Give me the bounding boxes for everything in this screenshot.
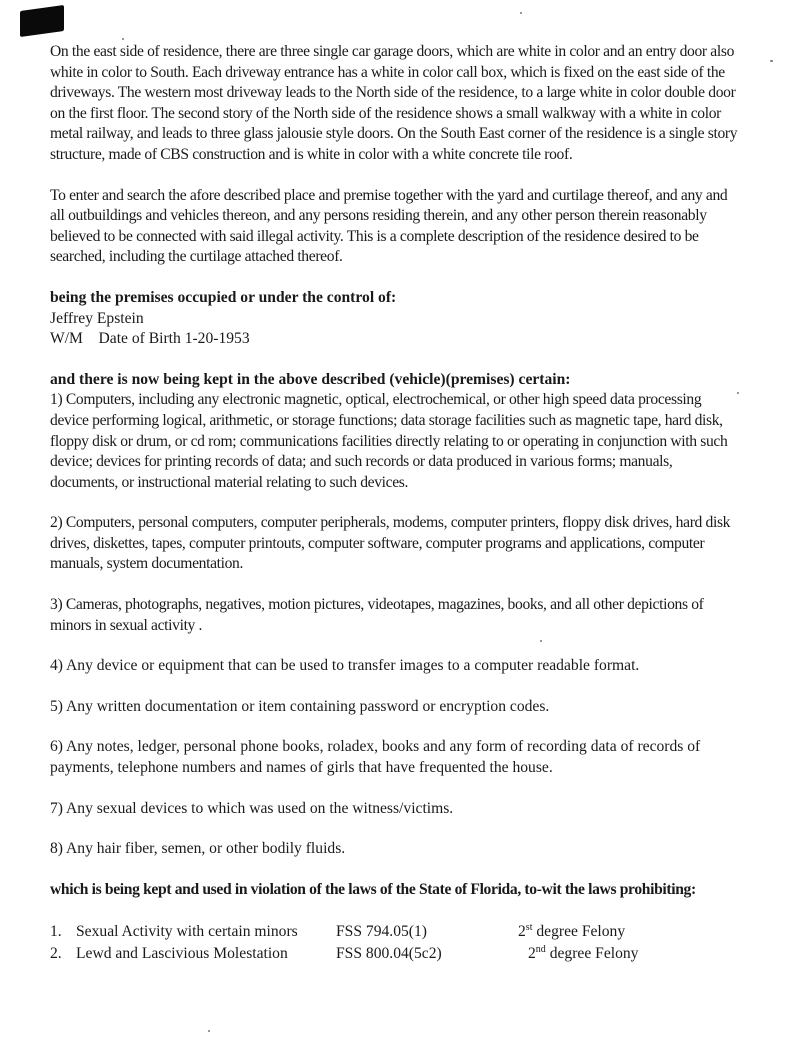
charge-number: 2. xyxy=(50,945,62,963)
premises-heading: being the premises occupied or under the control of: xyxy=(50,288,397,306)
charge-statute: FSS 794.05(1) xyxy=(336,923,427,941)
owner-name: Jeffrey Epstein xyxy=(50,309,144,327)
evidence-item: 6) Any notes, ledger, personal phone books, roladex, books and any form of recording data of records of payments, telephone numbers and names of girls that have frequented the house. xyxy=(50,738,701,777)
scan-speck xyxy=(208,1030,210,1032)
scan-speck xyxy=(520,12,522,14)
violation-heading: which is being kept and used in violation of the laws of the State of Florida, to-wit the laws prohibiting: xyxy=(50,880,696,898)
charge-number: 1. xyxy=(50,923,62,941)
charge-degree: 2st degree Felony xyxy=(518,922,626,941)
charge-row xyxy=(50,922,670,944)
charge-degree: 2nd degree Felony xyxy=(528,944,639,963)
items-heading: and there is now being kept in the above described (vehicle)(premises) certain: xyxy=(50,370,571,388)
charge-description: Sexual Activity with certain minors xyxy=(76,923,298,941)
residence-description: On the east side of residence, there are three single car garage doors, which are white in color and an entry door also white in color to South. Each driveway entrance has a white in color call box, which is fixed on the east side of the driveways. The western most driveway leads to the North side of the residence, to a large white in color double door on the first floor. The second story of the North side of the residence shows a small walkway with a white in color metal railway, and leads to three glass jalousie style doors. On the South East corner of the residence is a single story structure, made of CBS construction and is white in color with a white concrete tile roof. xyxy=(50,43,738,163)
charges-table xyxy=(50,922,670,966)
owner-details xyxy=(50,329,740,350)
evidence-item: 7) Any sexual devices to which was used on the witness/victims. xyxy=(50,799,454,817)
evidence-item: 8) Any hair fiber, semen, or other bodily fluids. xyxy=(50,840,346,858)
redaction-mark xyxy=(20,5,64,37)
charge-statute: FSS 800.04(5c2) xyxy=(336,945,442,963)
charge-row xyxy=(50,944,670,966)
evidence-item: 1) Computers, including any electronic magnetic, optical, electrochemical, or other high speed data processing device performing logical, arithmetic, or storage functions; data storage facilities such as magnetic tape, hard disk, floppy disk or drum, or cd rom; communications facilities directly relating to or operating in conjunction with such device; devices for printing records of data; and such records or data produced in various forms; manuals, documents, or instructional material relating to such devices. xyxy=(50,391,728,491)
charge-description: Lewd and Lascivious Molestation xyxy=(76,945,288,963)
search-scope-paragraph: To enter and search the afore described place and premise together with the yard and curtilage thereof, and any and all outbuildings and vehicles thereon, and any persons residing therein, and any other person therein reasonably believed to be connected with said illegal activity. This is a complete description of the residence desired to be searched, including the curtilage attached thereof. xyxy=(50,186,728,266)
owner-race-sex: W/M xyxy=(50,330,83,348)
document-page xyxy=(50,42,740,966)
evidence-item: 5) Any written documentation or item containing password or encryption codes. xyxy=(50,697,550,715)
evidence-item: 2) Computers, personal computers, computer peripherals, modems, computer printers, floppy disk drives, hard disk drives, diskettes, tapes, computer printouts, computer software, computer programs and applications, computer manuals, system documentation. xyxy=(50,514,731,573)
scan-speck xyxy=(770,60,773,62)
evidence-item: 4) Any device or equipment that can be used to transfer images to a computer readable format. xyxy=(50,657,640,675)
evidence-item: 3) Cameras, photographs, negatives, motion pictures, videotapes, magazines, books, and all other depictions of minors in sexual activity . xyxy=(50,596,704,634)
owner-dob: Date of Birth 1-20-1953 xyxy=(98,330,250,348)
scan-speck xyxy=(122,38,124,40)
